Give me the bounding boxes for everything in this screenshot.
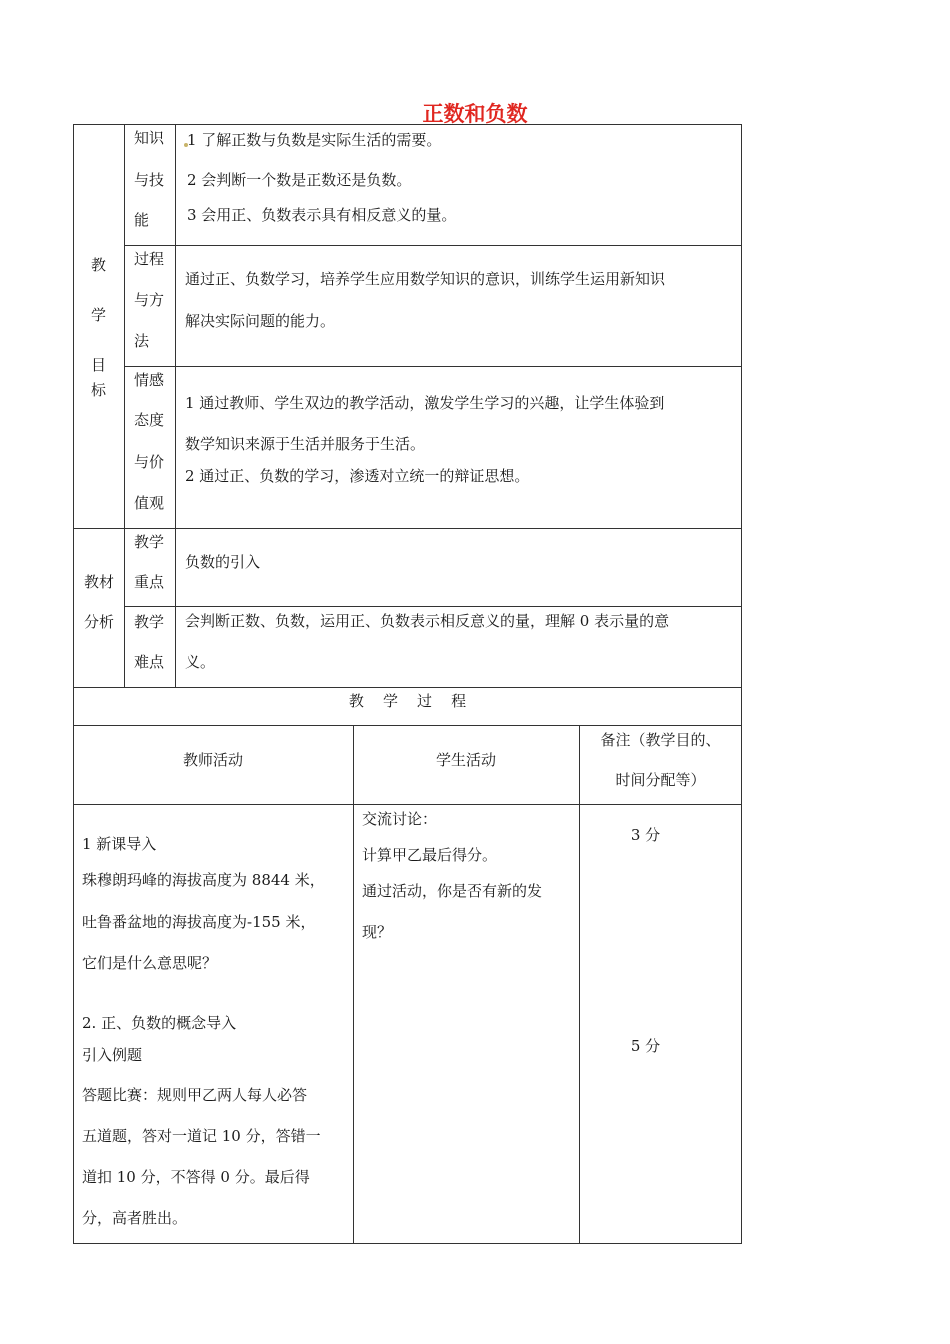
process-label: 过程 [134,250,165,268]
lesson-plan-table [73,124,742,1244]
knowledge-item: 2 会判断一个数是正数还是负数。 [187,171,412,189]
emotion-text: 2 通过正、负数的学习，渗透对立统一的辩证思想。 [185,467,530,485]
teacher-line: 引入例题 [82,1046,143,1064]
page-title: 正数和负数 [422,102,528,126]
difficulty-text: 义。 [185,653,216,671]
analysis-label: 分析 [84,613,115,631]
objectives-label-char: 教 [91,256,107,274]
emotion-label: 值观 [134,494,165,512]
notes-header: 时间分配等） [615,771,706,789]
teacher-line: 分，高者胜出。 [82,1209,188,1227]
process-text: 解决实际问题的能力。 [185,312,336,330]
difficulty-text: 会判断正数、负数，运用正、负数表示相反意义的量，理解 0 表示量的意 [185,612,670,630]
key-point-text: 负数的引入 [185,553,261,571]
difficulty-label: 难点 [134,653,165,671]
teacher-line: 2. 正、负数的概念导入 [82,1014,237,1032]
process-header: 教 学 过 程 [348,692,467,710]
time-note: 3 分 [630,826,661,844]
teacher-line: 珠穆朗玛峰的海拔高度为 8844 米， [82,871,325,889]
knowledge-label: 能 [134,211,150,229]
emotion-text: 数学知识来源于生活并服务于生活。 [185,435,426,453]
knowledge-item: 1 了解正数与负数是实际生活的需要。 [187,131,442,149]
emotion-label: 情感 [134,371,165,389]
knowledge-item: 3 会用正、负数表示具有相反意义的量。 [187,206,457,224]
knowledge-label: 与技 [134,171,165,189]
notes-header: 备注（教学目的、 [600,731,721,749]
student-line: 现？ [362,923,393,941]
objectives-label-char: 标 [91,381,107,399]
emotion-label: 态度 [134,411,165,429]
student-activity-header: 学生活动 [435,751,496,769]
teacher-activity-header: 教师活动 [182,751,243,769]
teacher-line: 道扣 10 分，不答得 0 分。最后得 [82,1168,310,1186]
student-line: 计算甲乙最后得分。 [362,846,498,864]
knowledge-label: 知识 [134,129,165,147]
teacher-line: 五道题，答对一道记 10 分，答错一 [82,1127,321,1145]
process-label: 与方 [134,291,165,309]
key-point-label: 重点 [134,573,165,591]
process-text: 通过正、负数学习，培养学生应用数学知识的意识，训练学生运用新知识 [185,270,666,288]
emotion-text: 1 通过教师、学生双边的教学活动，激发学生学习的兴趣，让学生体验到 [185,394,665,412]
objectives-label-char: 学 [91,306,107,324]
process-label: 法 [134,332,150,350]
student-line: 交流讨论： [362,810,438,828]
student-line: 通过活动，你是否有新的发 [362,882,543,900]
difficulty-label: 教学 [134,613,165,631]
teacher-line: 它们是什么意思呢？ [82,954,218,972]
teacher-line: 答题比赛：规则甲乙两人每人必答 [82,1086,308,1104]
teacher-line: 吐鲁番盆地的海拔高度为-155 米， [82,913,316,931]
objectives-label-char: 目 [91,356,107,374]
emotion-label: 与价 [134,453,165,471]
analysis-label: 教材 [84,573,115,591]
key-point-label: 教学 [134,533,165,551]
teacher-line: 1 新课导入 [82,835,157,853]
time-note: 5 分 [630,1037,661,1055]
